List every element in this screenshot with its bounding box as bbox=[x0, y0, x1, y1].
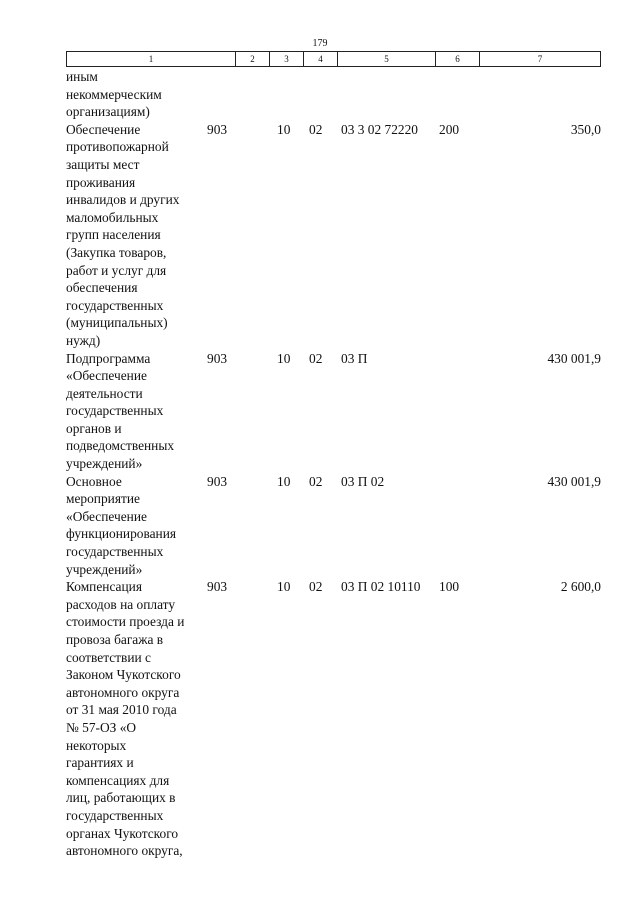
row-target-code: 03 П 02 bbox=[341, 473, 385, 489]
table-row bbox=[66, 121, 606, 350]
row-subsection: 02 bbox=[309, 579, 323, 595]
row-amount: 2 600,0 bbox=[560, 579, 601, 595]
row-expense-type: 200 bbox=[439, 121, 460, 137]
table-row bbox=[66, 68, 606, 121]
row-subsection: 02 bbox=[309, 121, 323, 137]
row-name: иным некоммерческим организациям) bbox=[66, 69, 162, 120]
header-cell-4: 4 bbox=[304, 52, 338, 66]
row-ministry-code: 903 bbox=[207, 350, 228, 366]
row-target-code: 03 3 02 72220 bbox=[341, 121, 418, 137]
row-ministry-code: 903 bbox=[207, 473, 228, 489]
row-section: 10 bbox=[277, 473, 291, 489]
row-name: Компенсация расходов на оплату стоимости проезда и провоза багажа в соответствии с Законом Чукотского автономного округа от 31 мая 2010 года № 57-ОЗ «О некоторых гарантиях и компенсациях для лиц, работающих в государственных органах Чукотского автономного округа, bbox=[66, 579, 185, 859]
row-target-code: 03 П bbox=[341, 350, 368, 366]
table-header bbox=[66, 51, 601, 67]
row-subsection: 02 bbox=[309, 473, 323, 489]
row-amount: 350,0 bbox=[570, 121, 601, 137]
table-body bbox=[66, 68, 606, 860]
page-number: 179 bbox=[312, 38, 328, 49]
row-name: Основное мероприятие «Обеспечение функционирования государственных учреждений» bbox=[66, 473, 177, 577]
row-amount: 430 001,9 bbox=[547, 350, 601, 366]
header-cell-3: 3 bbox=[270, 52, 304, 66]
row-section: 10 bbox=[277, 121, 291, 137]
header-cell-5: 5 bbox=[338, 52, 436, 66]
row-name: Обеспечение противопожарной защиты мест проживания инвалидов и других маломобильных групп населения (Закупка товаров, работ и услуг для обеспечения государственных (муниципальных) нужд) bbox=[66, 121, 180, 348]
header-cell-6: 6 bbox=[436, 52, 480, 66]
table-row bbox=[66, 350, 606, 473]
row-ministry-code: 903 bbox=[207, 121, 228, 137]
row-name: Подпрограмма «Обеспечение деятельности государственных органов и подведомственных учреждений» bbox=[66, 350, 175, 472]
header-cell-7: 7 bbox=[537, 54, 543, 64]
row-ministry-code: 903 bbox=[207, 579, 228, 595]
row-amount: 430 001,9 bbox=[547, 473, 601, 489]
row-target-code: 03 П 02 10110 bbox=[341, 579, 421, 595]
row-section: 10 bbox=[277, 350, 291, 366]
row-expense-type: 100 bbox=[439, 579, 460, 595]
header-cell-2: 2 bbox=[236, 52, 270, 66]
table-row bbox=[66, 578, 606, 860]
header-cell-1: 1 bbox=[67, 52, 236, 66]
row-section: 10 bbox=[277, 579, 291, 595]
table-row bbox=[66, 473, 606, 579]
row-subsection: 02 bbox=[309, 350, 323, 366]
